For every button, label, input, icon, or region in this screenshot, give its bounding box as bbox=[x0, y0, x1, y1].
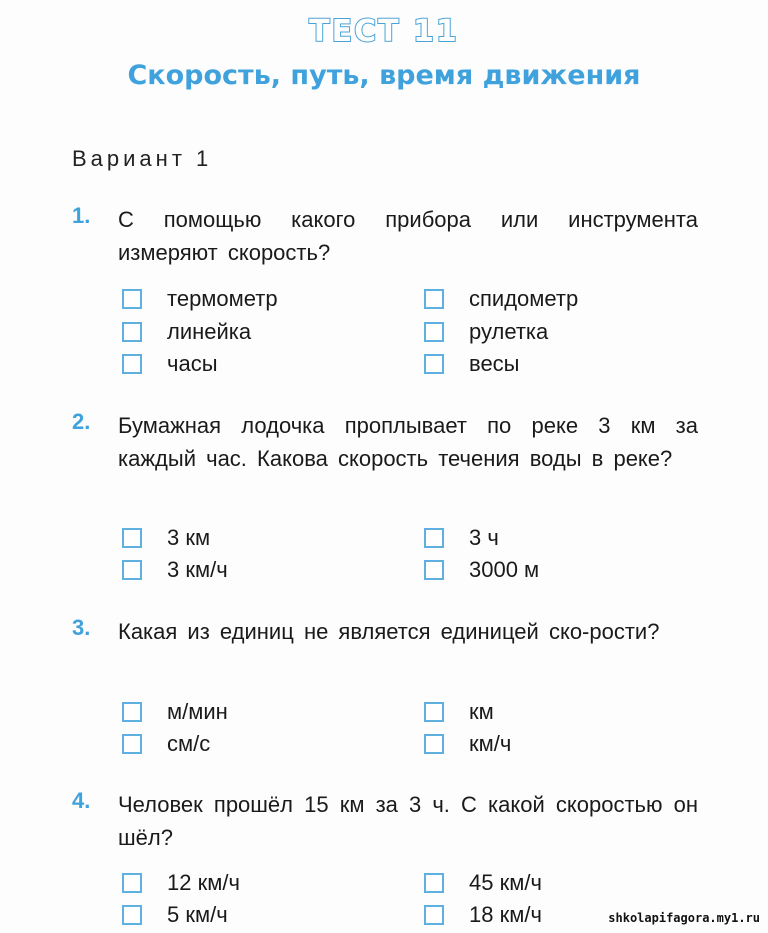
test-title: ТЕСТ 11 bbox=[309, 14, 459, 49]
variant-label: Вариант 1 bbox=[72, 146, 213, 171]
option-3-kmh[interactable] bbox=[122, 555, 228, 585]
option-label: км bbox=[469, 699, 494, 724]
option-3-km[interactable] bbox=[122, 523, 210, 553]
option-label: 12 км/ч bbox=[167, 870, 240, 895]
checkbox[interactable] bbox=[122, 528, 142, 548]
checkbox[interactable] bbox=[424, 560, 444, 580]
topic-title: Скорость, путь, время движения bbox=[127, 60, 641, 91]
option-18-kmh[interactable] bbox=[424, 900, 542, 930]
option-label: см/с bbox=[167, 731, 211, 756]
option-45-kmh[interactable] bbox=[424, 868, 542, 898]
checkbox[interactable] bbox=[424, 873, 444, 893]
option-label: 3 км bbox=[167, 525, 211, 550]
checkbox[interactable] bbox=[424, 289, 444, 309]
option-km-h[interactable] bbox=[424, 729, 511, 759]
option-ruler[interactable] bbox=[122, 317, 251, 347]
checkbox[interactable] bbox=[424, 734, 444, 754]
option-label: км/ч bbox=[469, 731, 512, 756]
option-3000-m[interactable] bbox=[424, 555, 539, 585]
checkbox[interactable] bbox=[122, 560, 142, 580]
option-label: 18 км/ч bbox=[469, 902, 542, 927]
option-label: весы bbox=[469, 351, 520, 376]
checkbox[interactable] bbox=[122, 734, 142, 754]
option-tape-measure[interactable] bbox=[424, 317, 548, 347]
option-label: линейка bbox=[167, 319, 252, 344]
option-label: термометр bbox=[167, 286, 278, 311]
option-12-kmh[interactable] bbox=[122, 868, 240, 898]
option-km[interactable] bbox=[424, 697, 494, 727]
question-text: Человек прошёл 15 км за 3 ч. С какой скоростью он шёл? bbox=[118, 792, 698, 850]
option-cm-s[interactable] bbox=[122, 729, 210, 759]
option-thermometer[interactable] bbox=[122, 284, 278, 314]
option-label: часы bbox=[167, 351, 218, 376]
option-3-h[interactable] bbox=[424, 523, 499, 553]
checkbox[interactable] bbox=[424, 322, 444, 342]
checkbox[interactable] bbox=[122, 702, 142, 722]
checkbox[interactable] bbox=[122, 873, 142, 893]
option-label: спидометр bbox=[469, 286, 579, 311]
question-number: 2. bbox=[72, 409, 91, 434]
option-scales[interactable] bbox=[424, 349, 520, 379]
question-text: Какая из единиц не является единицей ско-рости? bbox=[118, 619, 660, 644]
option-5-kmh[interactable] bbox=[122, 900, 228, 930]
checkbox[interactable] bbox=[424, 905, 444, 925]
option-label: м/мин bbox=[167, 699, 228, 724]
option-label: 5 км/ч bbox=[167, 902, 228, 927]
option-label: 3 ч bbox=[469, 525, 499, 550]
checkbox[interactable] bbox=[424, 528, 444, 548]
option-m-min[interactable] bbox=[122, 697, 228, 727]
checkbox[interactable] bbox=[122, 322, 142, 342]
option-label: 3000 м bbox=[469, 557, 540, 582]
option-label: 3 км/ч bbox=[167, 557, 228, 582]
question-text: С помощью какого прибора или инструмента измеряют скорость? bbox=[118, 207, 698, 265]
question-number: 4. bbox=[72, 788, 91, 813]
checkbox[interactable] bbox=[424, 354, 444, 374]
checkbox[interactable] bbox=[424, 702, 444, 722]
option-speedometer[interactable] bbox=[424, 284, 578, 314]
question-text: Бумажная лодочка проплывает по реке 3 км за каждый час. Какова скорость течения воды в реке? bbox=[118, 413, 698, 471]
option-clock[interactable] bbox=[122, 349, 218, 379]
option-label: рулетка bbox=[469, 319, 549, 344]
website-watermark: shkolapifagora.my1.ru bbox=[608, 911, 760, 925]
question-number: 1. bbox=[72, 203, 91, 228]
option-label: 45 км/ч bbox=[469, 870, 542, 895]
checkbox[interactable] bbox=[122, 905, 142, 925]
checkbox[interactable] bbox=[122, 289, 142, 309]
question-number: 3. bbox=[72, 615, 91, 640]
checkbox[interactable] bbox=[122, 354, 142, 374]
